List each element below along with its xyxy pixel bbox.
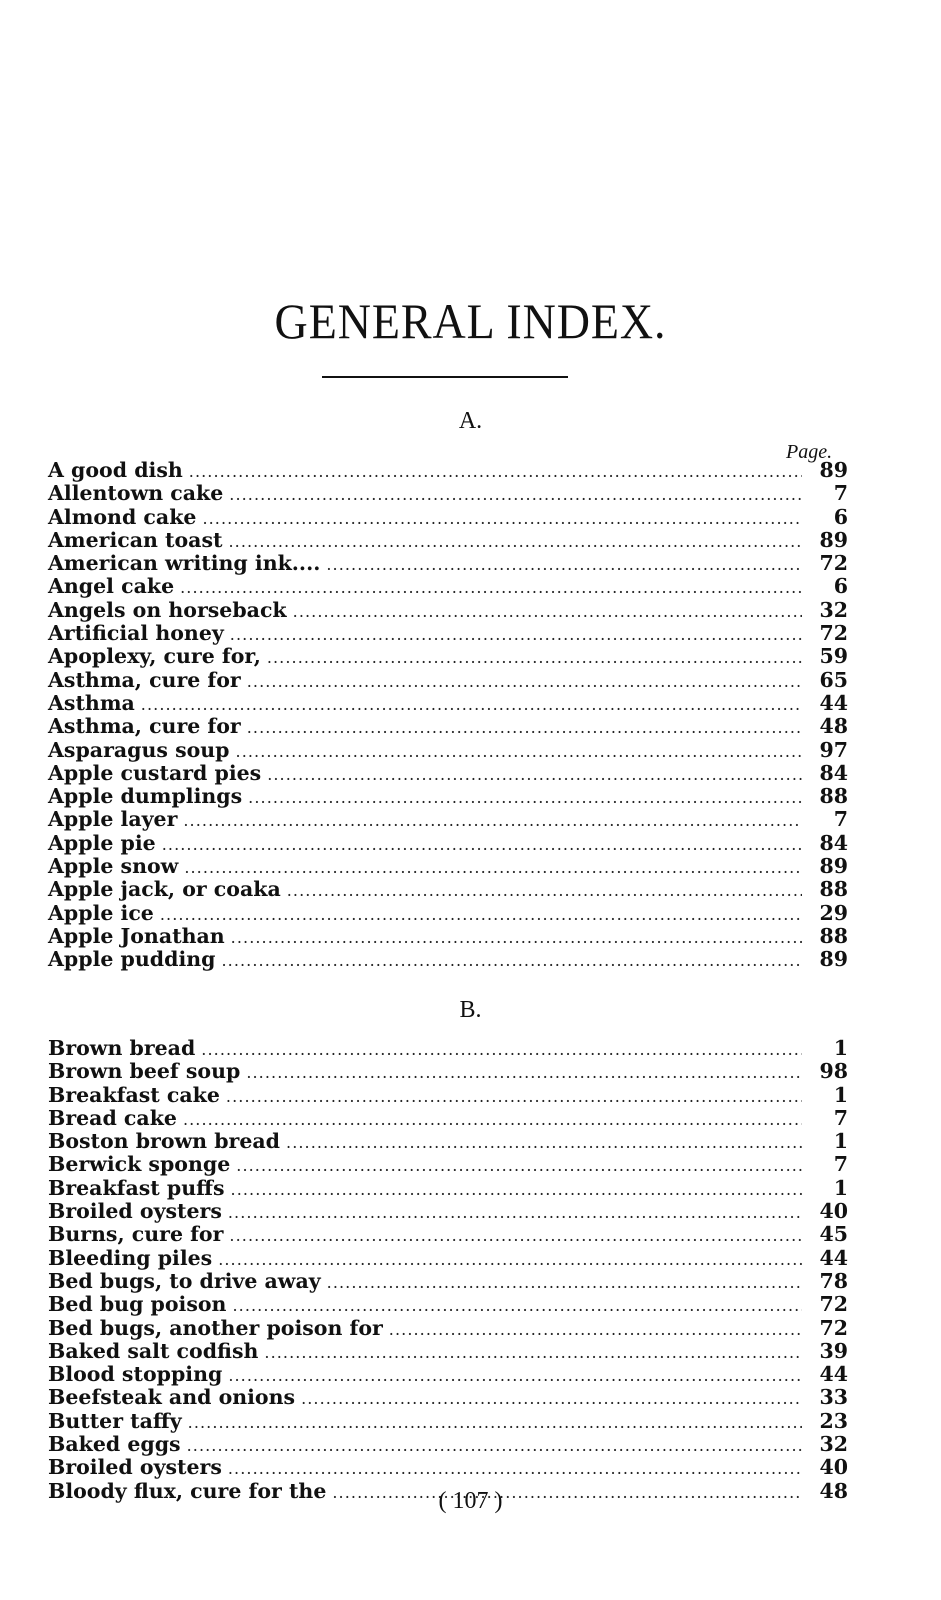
entry-page-number: 1 (833, 1129, 848, 1154)
entry-label: Broiled oysters (48, 1455, 222, 1480)
entry-page-number: 72 (819, 621, 848, 646)
dot-leader (160, 903, 802, 926)
dot-leader (286, 1131, 802, 1154)
dot-leader (218, 1248, 802, 1271)
entry-label: Apple ice (48, 900, 154, 925)
dot-leader (180, 576, 802, 599)
entry-page-number: 7 (833, 1152, 848, 1177)
entry-label: Asthma, cure for (48, 714, 241, 739)
index-entry (48, 855, 848, 878)
entry-label: American toast (48, 527, 223, 552)
entry-label: Brown bread (48, 1036, 196, 1060)
page-title: GENERAL INDEX. (274, 293, 667, 349)
entry-label: Almond cake (48, 504, 197, 529)
dot-leader (293, 600, 802, 623)
index-entry (48, 459, 848, 482)
dot-leader (247, 716, 802, 739)
index-entry (48, 1107, 848, 1130)
entry-page-number: 98 (819, 1059, 848, 1084)
entry-label: Bed bugs, to drive away (48, 1268, 321, 1293)
index-entry (48, 832, 848, 855)
title-rule (322, 376, 568, 378)
entry-label: Apple pie (48, 830, 156, 855)
entry-page-number: 65 (819, 667, 848, 692)
entry-label: Apple custard pies (48, 760, 262, 785)
index-entry (48, 715, 848, 738)
entry-page-number: 72 (819, 551, 848, 576)
index-entry (48, 902, 848, 925)
dot-leader (188, 1411, 802, 1434)
entry-label: Apoplexy, cure for, (48, 644, 261, 669)
index-entry (48, 739, 848, 762)
dot-leader (236, 1154, 802, 1177)
dot-leader (228, 1364, 802, 1387)
entry-label: Blood stopping (48, 1362, 223, 1387)
dot-leader (226, 1085, 802, 1108)
entry-label: Asthma, cure for (48, 667, 241, 692)
index-entry (48, 1223, 848, 1246)
entry-label: Boston brown bread (48, 1129, 281, 1154)
entry-label: Artificial honey (48, 621, 224, 646)
dot-leader (389, 1318, 802, 1341)
entry-page-number: 7 (833, 1105, 848, 1130)
entry-page-number: 88 (819, 784, 848, 809)
entry-page-number: 44 (819, 1362, 848, 1387)
entry-label: Baked eggs (48, 1432, 181, 1457)
entry-page-number: 32 (819, 597, 848, 622)
dot-leader (228, 530, 802, 553)
dot-leader (228, 1457, 802, 1480)
entry-page-number: 59 (819, 644, 848, 669)
section-heading-a: A. (458, 408, 483, 434)
dot-leader (230, 623, 802, 646)
entry-page-number: 48 (819, 714, 848, 739)
section-heading-b: B. (459, 997, 482, 1023)
entry-page-number: 29 (819, 900, 848, 925)
dot-leader (231, 926, 802, 949)
index-entry (48, 1247, 848, 1270)
entry-page-number: 7 (833, 481, 848, 506)
index-entry (48, 529, 848, 552)
dot-leader (236, 740, 802, 763)
entry-page-number: 32 (819, 1432, 848, 1457)
dot-leader (202, 507, 802, 530)
dot-leader (246, 1061, 802, 1084)
entry-page-number: 44 (819, 1245, 848, 1270)
entry-label: American writing ink.... (48, 551, 321, 576)
dot-leader (301, 1387, 802, 1410)
dot-leader (141, 693, 802, 716)
index-entry (48, 575, 848, 598)
dot-leader (229, 483, 802, 506)
entry-page-number: 44 (819, 690, 848, 715)
entry-page-number: 45 (819, 1222, 848, 1247)
entry-page-number: 40 (819, 1455, 848, 1480)
entry-label: Angel cake (48, 574, 175, 599)
dot-leader (184, 856, 802, 879)
dot-leader (326, 553, 802, 576)
entry-label: Breakfast cake (48, 1082, 220, 1107)
entry-label: Apple layer (48, 807, 178, 832)
index-entry (48, 1037, 848, 1060)
entry-label: Asparagus soup (48, 737, 230, 762)
entry-page-number: 48 (819, 1478, 848, 1503)
dot-leader (187, 1434, 802, 1457)
dot-leader (183, 809, 802, 832)
entry-label: Brown beef soup (48, 1059, 241, 1084)
entry-label: Apple dumplings (48, 784, 243, 809)
entry-label: Bread cake (48, 1105, 177, 1130)
dot-leader (221, 949, 802, 972)
entry-page-number: 23 (819, 1408, 848, 1433)
index-entry (48, 1060, 848, 1083)
entry-label: Broiled oysters (48, 1199, 222, 1224)
entry-page-number: 1 (833, 1175, 848, 1200)
page-column-label: Page. (786, 441, 833, 463)
entry-label: Apple pudding (48, 947, 216, 972)
index-entry (48, 785, 848, 808)
entry-label: Beefsteak and onions (48, 1385, 296, 1410)
index-entry (48, 622, 848, 645)
index-entry (48, 482, 848, 505)
entry-page-number: 89 (819, 527, 848, 552)
index-entry (48, 1433, 848, 1456)
entry-label: Baked salt codfish (48, 1338, 259, 1363)
dot-leader (247, 670, 802, 693)
index-entry (48, 692, 848, 715)
dot-leader (189, 460, 802, 483)
index-entry (48, 1084, 848, 1107)
entry-label: Burns, cure for (48, 1222, 224, 1247)
dot-leader (228, 1201, 802, 1224)
index-entry (48, 878, 848, 901)
entry-page-number: 89 (819, 947, 848, 972)
entry-label: Berwick sponge (48, 1152, 231, 1177)
entry-label: Bleeding piles (48, 1245, 213, 1270)
dot-leader (248, 786, 802, 809)
index-entry (48, 948, 848, 971)
dot-leader (264, 1341, 802, 1364)
entry-label: Asthma (48, 690, 135, 715)
entry-label: Butter taffy (48, 1408, 182, 1433)
entry-page-number: 78 (819, 1268, 848, 1293)
entry-label: Allentown cake (48, 481, 224, 506)
index-entry (48, 1177, 848, 1200)
entry-page-number: 6 (833, 574, 848, 599)
entry-page-number: 40 (819, 1199, 848, 1224)
entry-label: Apple Jonathan (48, 923, 225, 948)
dot-leader (231, 1178, 802, 1201)
entry-page-number: 39 (819, 1338, 848, 1363)
entry-label: Breakfast puffs (48, 1175, 225, 1200)
index-entry (48, 1456, 848, 1479)
index-entry (48, 1153, 848, 1176)
index-entry (48, 808, 848, 831)
dot-leader (287, 879, 802, 902)
entry-label: Apple jack, or coaka (48, 877, 281, 902)
index-entry (48, 1317, 848, 1340)
index-entry (48, 1130, 848, 1153)
index-entry (48, 506, 848, 529)
index-entry (48, 1270, 848, 1293)
page-number: ( 107 ) (438, 1488, 503, 1514)
entry-label: Bed bugs, another poison for (48, 1315, 383, 1340)
dot-leader (201, 1038, 802, 1061)
dot-leader (183, 1108, 802, 1131)
entry-page-number: 1 (833, 1036, 848, 1060)
entry-page-number: 89 (819, 854, 848, 879)
entry-label: Angels on horseback (48, 597, 287, 622)
entry-label: A good dish (48, 458, 183, 482)
dot-leader (327, 1271, 802, 1294)
index-entry (48, 1340, 848, 1363)
dot-leader (162, 833, 802, 856)
entry-page-number: 89 (819, 458, 848, 482)
entry-page-number: 88 (819, 923, 848, 948)
entry-page-number: 33 (819, 1385, 848, 1410)
entry-page-number: 7 (833, 807, 848, 832)
entry-label: Bloody flux, cure for the (48, 1478, 327, 1503)
entry-page-number: 97 (819, 737, 848, 762)
entry-page-number: 72 (819, 1315, 848, 1340)
index-entry (48, 599, 848, 622)
entry-page-number: 6 (833, 504, 848, 529)
entry-label: Bed bug poison (48, 1292, 227, 1317)
dot-leader (232, 1294, 802, 1317)
entry-page-number: 84 (819, 830, 848, 855)
index-entry (48, 1200, 848, 1223)
entry-page-number: 1 (833, 1082, 848, 1107)
dot-leader (229, 1224, 802, 1247)
entry-page-number: 84 (819, 760, 848, 785)
index-entry (48, 1386, 848, 1409)
entry-page-number: 72 (819, 1292, 848, 1317)
index-entry (48, 552, 848, 575)
index-list-a (48, 459, 848, 972)
dot-leader (267, 646, 802, 669)
dot-leader (267, 763, 802, 786)
index-entry (48, 645, 848, 668)
index-list-b (48, 1037, 848, 1503)
index-entry (48, 669, 848, 692)
index-entry (48, 1363, 848, 1386)
index-entry (48, 1293, 848, 1316)
index-entry (48, 925, 848, 948)
entry-label: Apple snow (48, 854, 179, 879)
entry-page-number: 88 (819, 877, 848, 902)
index-entry (48, 1410, 848, 1433)
index-entry (48, 762, 848, 785)
